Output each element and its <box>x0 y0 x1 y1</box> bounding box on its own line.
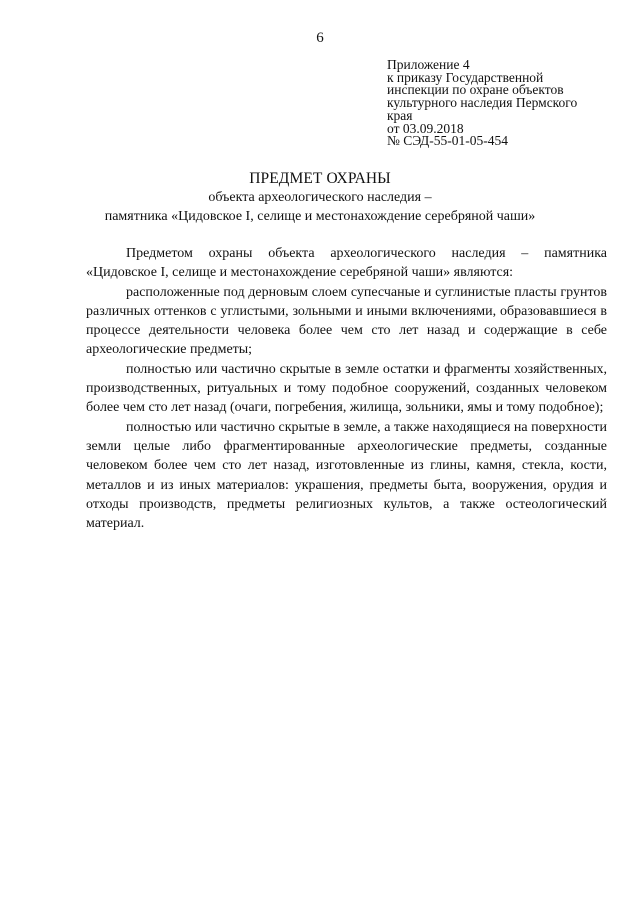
page-number: 6 <box>316 30 324 46</box>
document-body <box>86 244 607 533</box>
document-subtitle-line: объекта археологического наследия – <box>208 190 432 205</box>
appendix-line: к приказу Государственной <box>387 69 544 85</box>
appendix-date: от 03.09.2018 <box>387 120 464 136</box>
intro-paragraph: Предметом охраны объекта археологического наследия – памятника «Цидовское I, селище и местонахождение серебряной чаши» являются: <box>86 246 607 281</box>
appendix-line: края <box>387 107 413 123</box>
body-paragraph: расположенные под дерновым слоем супесчаные и суглинистые пласты грунтов различных оттенков с углистыми, зольными и иными включениями, образовавшиеся в процессе деятельности человека более чем сто лет назад и содержащие в себе археологические предметы; <box>86 284 607 358</box>
body-paragraph: полностью или частично скрытые в земле, а также находящиеся на поверхности земли целые либо фрагментированные археологические предметы, созданные человеком более чем сто лет назад, изготовленные из глины, камня, стекла, кости, металлов и из иных материалов: украшения, предметы быта, вооружения, орудия и отходы производств, предметы религиозных культов, а также остеологический материал. <box>86 419 607 532</box>
document-title: ПРЕДМЕТ ОХРАНЫ <box>249 170 391 187</box>
appendix-order-number: № СЭД-55-01-05-454 <box>387 133 508 149</box>
document-subtitle-line: памятника «Цидовское I, селище и местонахождение серебряной чаши» <box>104 209 536 224</box>
body-paragraph: полностью или частично скрытые в земле остатки и фрагменты хозяйственных, производственных, ритуальных и тому подобное сооружений, созданных человеком более чем сто лет назад (очаги, погребения, жилища, зольники, ямы и тому подобное); <box>86 361 607 416</box>
appendix-line: Приложение 4 <box>387 57 470 72</box>
appendix-line: инспекции по охране объектов <box>387 82 564 98</box>
appendix-line: культурного наследия Пермского <box>387 95 578 111</box>
appendix-block <box>387 59 627 148</box>
